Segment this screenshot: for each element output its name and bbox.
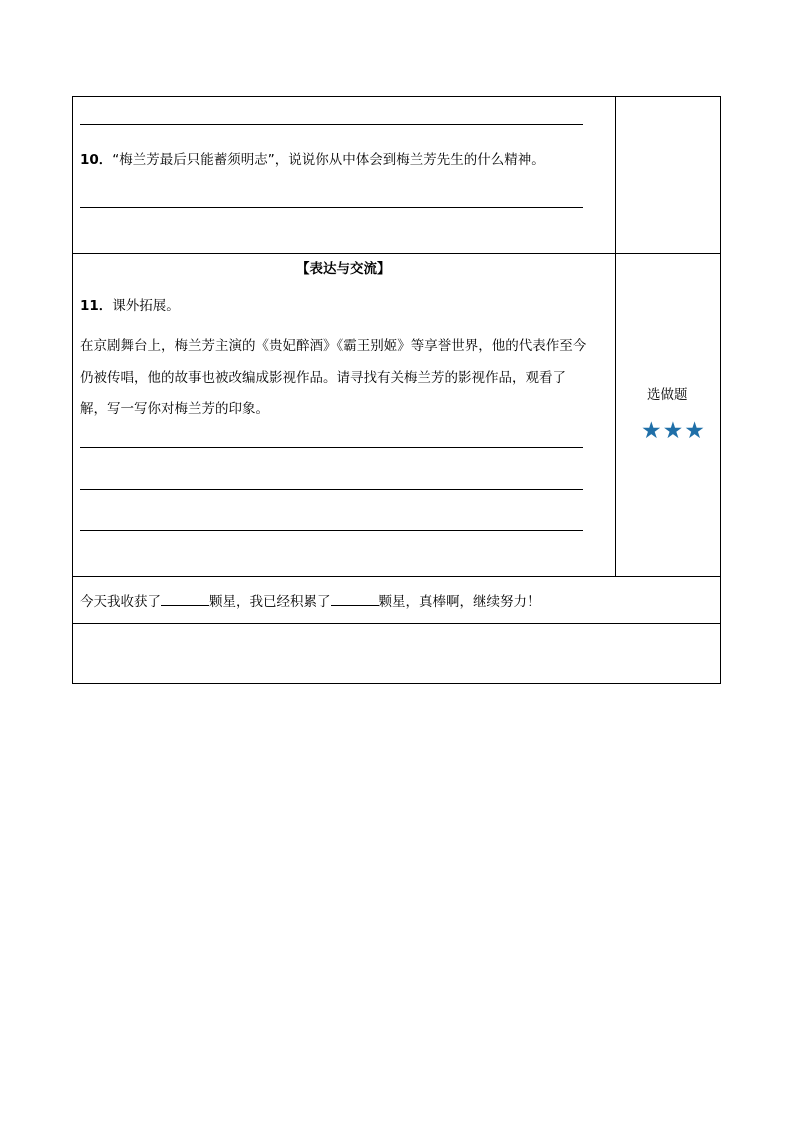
row-divider-1 (72, 253, 721, 254)
question-11-body-line: 在京剧舞台上，梅兰芳主演的《贵妃醉酒》《霸王别姬》等享誉世界，他的代表作至今 (80, 338, 587, 354)
section-heading: 【表达与交流】 (296, 261, 391, 277)
answer-line-q9[interactable] (80, 124, 583, 125)
question-11-title: 课外拓展。 (112, 298, 180, 314)
summary-part-1: 今天我收获了 (80, 594, 161, 610)
stars-total-blank[interactable] (331, 591, 379, 606)
answer-line-q11-1[interactable] (80, 447, 583, 448)
question-11-body-line: 仍被传唱，他的故事也被改编成影视作品。请寻找有关梅兰芳的影视作品，观看了 (80, 369, 566, 386)
question-10-number: 10． (80, 152, 113, 168)
stars-earned-blank[interactable] (161, 591, 209, 606)
question-11-number: 11． (80, 298, 113, 314)
question-11-body (80, 331, 610, 426)
star-rating-icon: ★★★ (641, 418, 706, 444)
answer-line-q11-3[interactable] (80, 530, 583, 531)
column-divider-top (615, 96, 616, 576)
question-10 (80, 150, 545, 170)
summary-line (80, 591, 541, 612)
question-11-body-line: 解，写一写你对梅兰芳的印象。 (80, 401, 269, 417)
row-divider-2 (72, 576, 721, 577)
question-11 (80, 296, 180, 316)
empty-row[interactable] (73, 624, 720, 683)
optional-tag: 选做题 (647, 387, 688, 403)
question-10-text: “梅兰芳最后只能蓄须明志”，说说你从中体会到梅兰芳先生的什么精神。 (112, 152, 545, 168)
answer-line-q11-2[interactable] (80, 489, 583, 490)
summary-part-2: 颗星，我已经积累了 (209, 594, 331, 610)
summary-part-3: 颗星，真棒啊，继续努力！ (378, 594, 541, 610)
answer-line-q10[interactable] (80, 207, 583, 208)
